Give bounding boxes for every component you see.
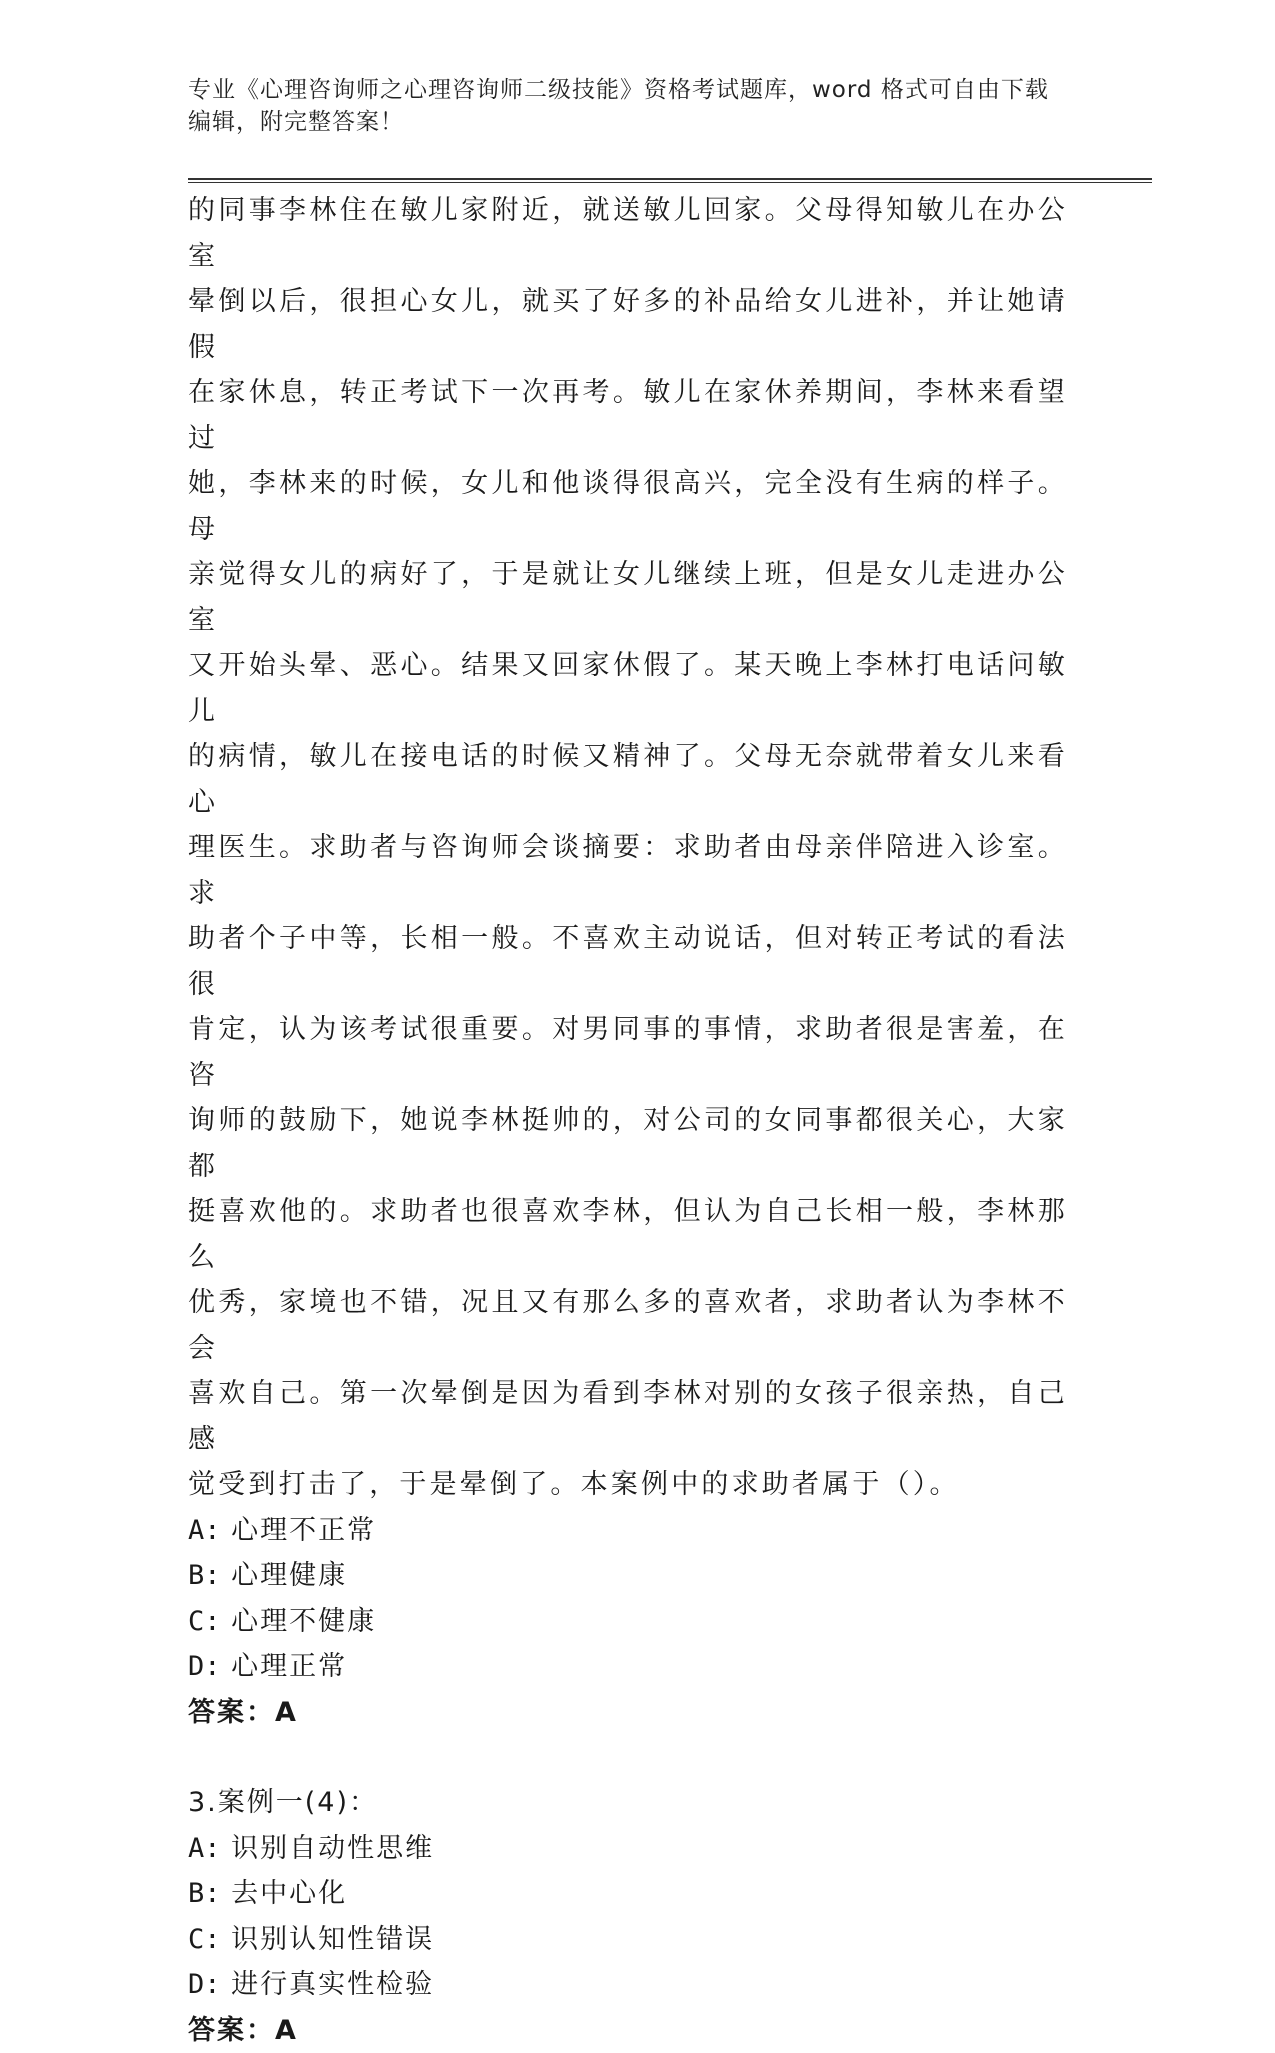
stem-line: 喜欢自己。第一次晕倒是因为看到李林对别的女孩子很亲热，自己感	[188, 1371, 1068, 1462]
option-d: D: 进行真实性检验	[188, 1962, 1068, 2008]
stem-line: 又开始头晕、恶心。结果又回家休假了。某天晚上李林打电话问敏儿	[188, 643, 1068, 734]
stem-line: 肯定，认为该考试很重要。对男同事的事情，求助者很是害羞，在咨	[188, 1007, 1068, 1098]
stem-line: 挺喜欢他的。求助者也很喜欢李林，但认为自己长相一般，李林那么	[188, 1189, 1068, 1280]
stem-line: 觉受到打击了，于是晕倒了。本案例中的求助者属于（）。	[188, 1462, 1068, 1508]
answer-line: 答案：A	[188, 2008, 1068, 2053]
question-stem	[188, 188, 1068, 1508]
header-line-2: 编辑，附完整答案！	[188, 106, 1068, 138]
option-list	[188, 1826, 1068, 2008]
stem-line: 的病情，敏儿在接电话的时候又精神了。父母无奈就带着女儿来看心	[188, 734, 1068, 825]
question-title: 3.案例一(4)：	[188, 1780, 1068, 1826]
option-b: B: 心理健康	[188, 1553, 1068, 1599]
option-a: A: 识别自动性思维	[188, 1826, 1068, 1872]
stem-line: 她，李林来的时候，女儿和他谈得很高兴，完全没有生病的样子。母	[188, 461, 1068, 552]
stem-line: 优秀，家境也不错，况且又有那么多的喜欢者，求助者认为李林不会	[188, 1280, 1068, 1371]
option-a: A: 心理不正常	[188, 1508, 1068, 1554]
stem-line: 询师的鼓励下，她说李林挺帅的，对公司的女同事都很关心，大家都	[188, 1098, 1068, 1189]
stem-line: 的同事李林住在敏儿家附近，就送敏儿回家。父母得知敏儿在办公室	[188, 188, 1068, 279]
option-c: C: 心理不健康	[188, 1599, 1068, 1645]
stem-line: 在家休息，转正考试下一次再考。敏儿在家休养期间，李林来看望过	[188, 370, 1068, 461]
answer-line: 答案：A	[188, 1690, 1068, 1736]
page-header	[188, 74, 1068, 138]
stem-line: 理医生。求助者与咨询师会谈摘要：求助者由母亲伴陪进入诊室。求	[188, 825, 1068, 916]
option-c: C: 识别认知性错误	[188, 1917, 1068, 1963]
header-line-1: 专业《心理咨询师之心理咨询师二级技能》资格考试题库，word 格式可自由下载	[188, 74, 1068, 106]
spacer	[188, 1735, 1068, 1780]
option-list	[188, 1508, 1068, 1690]
header-divider	[188, 178, 1152, 183]
page-body	[188, 188, 1068, 2053]
option-b: B: 去中心化	[188, 1871, 1068, 1917]
option-d: D: 心理正常	[188, 1644, 1068, 1690]
stem-line: 晕倒以后，很担心女儿，就买了好多的补品给女儿进补，并让她请假	[188, 279, 1068, 370]
stem-line: 助者个子中等，长相一般。不喜欢主动说话，但对转正考试的看法很	[188, 916, 1068, 1007]
stem-line: 亲觉得女儿的病好了，于是就让女儿继续上班，但是女儿走进办公室	[188, 552, 1068, 643]
